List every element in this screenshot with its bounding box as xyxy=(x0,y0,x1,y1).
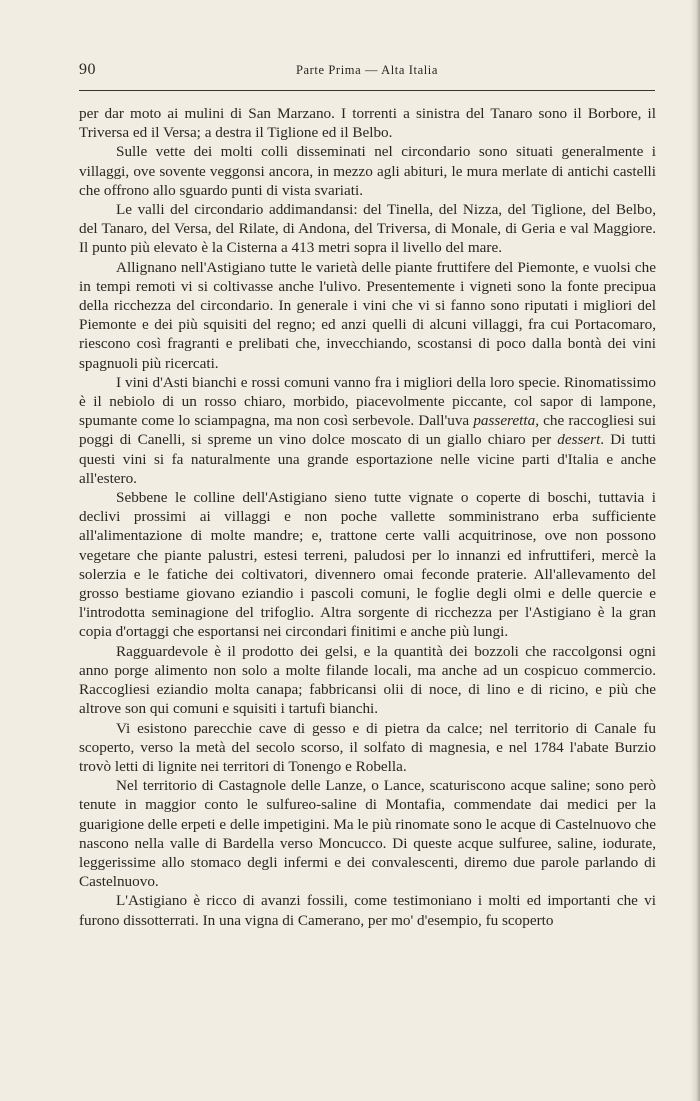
page-header xyxy=(79,60,655,84)
paragraph-silk: Ragguardevole è il prodotto dei gelsi, e la quantità dei bozzoli che raccolgonsi ogni anno porge alimento non solo a molte filande locali, ma anche ad un cospicuo commercio. Raccogliesi eziandio molta canapa; fabbricansi olii di noce, di lino e di ricino, e più che altrove son qui comuni e squisiti i tartufi bianchi. xyxy=(79,642,656,718)
running-title: Parte Prima — Alta Italia xyxy=(295,63,439,77)
wines-text-c: . Di tutti questi vini si fa naturalmente una grande esportazione nelle vicine parti d'Italia e anche all'estero. xyxy=(79,431,656,487)
header-rule xyxy=(79,90,655,91)
body-text xyxy=(79,104,656,930)
wines-term-passeretta: passeretta xyxy=(473,412,536,430)
paragraph-fruit-vineyards: Allignano nell'Astigiano tutte le varietà delle piante fruttifere del Piemonte, e vuolsi che in tempi remoti vi si coltivasse anche l'ulivo. Presentemente i vigneti sono la fonte precipua della ricchezza del circondario. In generale i vini che vi si fanno sono riputati i migliori del Piemonte e dei più squisiti del regno; ed anzi quelli di alcuni villaggi, fra cui Portacomaro, riescono così fragranti e prelibati che, invecchiando, scostansi di poco dalla bontà dei vini spagnuoli più ricercati. xyxy=(79,258,656,372)
wines-text-a: I vini d'Asti bianchi e rossi comuni vanno fra i migliori della loro specie. Rinomatissimo è il nebiolo di un rosso chiaro, morbido, piacevolmente piccante, col sapor di lampone, spumante come lo sciampagna, ma non così serbevole. Dall'uva xyxy=(79,373,656,430)
paragraph-wines xyxy=(79,373,656,488)
page-edge-shadow xyxy=(690,0,700,1101)
page-number: 90 xyxy=(79,61,96,78)
wines-term-dessert: dessert xyxy=(557,431,601,449)
paragraph-hills: Sulle vette dei molti colli disseminati nel circondario sono situati generalmente i villaggi, ove sovente veggonsi ancora, in mezzo agli abituri, le mura merlate di antichi castelli che offrono allo sguardo punti di vista svariati. xyxy=(79,143,656,199)
paragraph-fossils: L'Astigiano è ricco di avanzi fossili, come testimoniano i molti ed importanti che vi furono dissotterrati. In una vigna di Camerano, per mo' d'esempio, fu scoperto xyxy=(79,892,656,929)
paragraph-valleys: Le valli del circondario addimandansi: del Tinella, del Nizza, del Tiglione, del Belbo, del Tanaro, del Versa, del Rilate, di Andona, del Triversa, di Monale, di Geria e val Maggiore. Il punto più elevato è la Cisterna a 413 metri sopra il livello del mare. xyxy=(79,201,656,257)
paragraph-quarries: Vi esistono parecchie cave di gesso e di pietra da calce; nel territorio di Canale fu scoperto, verso la metà del secolo scorso, il solfato di magnesia, e nel 1784 l'abate Burzio trovò letti di lignite nei territori di Tonengo e Robella. xyxy=(79,719,656,775)
wines-text-b: , che raccogliesi sui poggi di Canelli, si spreme un vino dolce moscato di un giallo chiaro per xyxy=(79,412,656,449)
paragraph-mineral-waters: Nel territorio di Castagnole delle Lanze, o Lance, scaturiscono acque saline; sono però tenute in maggior conto le sulfureo-saline di Montafia, commendate dai medici per la guarigione delle erpeti e delle impetigini. Ma le più rinomate sono le acque di Castelnuovo che nascono nella valle di Bardella verso Moncucco. Di queste acque sulfuree, saline, iodurate, leggerissime allo stomaco degli infermi e dei convalescenti, diremo due parole parlando di Castelnuovo. xyxy=(79,777,656,891)
paragraph-pastures: Sebbene le colline dell'Astigiano sieno tutte vignate o coperte di boschi, tuttavia i declivi prossimi ai villaggi e non poche vallette somministrano erba sufficiente all'alimentazione di molte mandre; e, trattone certe valli acquitrinose, ove non possono vegetare che piante palustri, estesi terreni, paludosi per lo innanzi ed infruttiferi, mercè la solerzia e le fatiche dei coltivatori, divennero omai feconde praterie. All'allevamento del grosso bestiame giovano eziandio i pascoli comuni, le foglie degli olmi e delle quercie e l'introdotta seminagione del trifoglio. Altra sorgente di ricchezza per l'Astigiano è la gran copia d'ortaggi che esportansi nei circondari finitimi e anche più lungi. xyxy=(79,489,656,641)
paragraph-continuation: per dar moto ai mulini di San Marzano. I torrenti a sinistra del Tanaro sono il Borbore, il Triversa ed il Versa; a destra il Tiglione ed il Belbo. xyxy=(79,105,656,142)
